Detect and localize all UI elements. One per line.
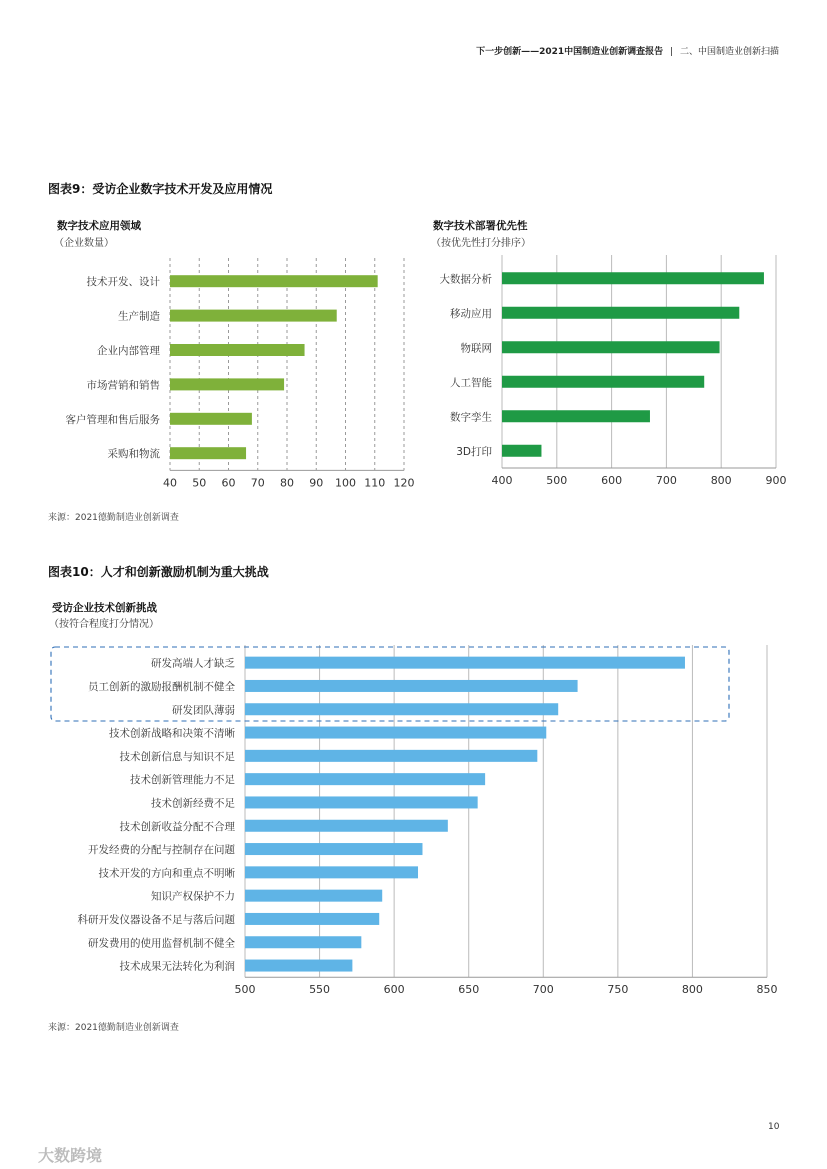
chart1-subtitle: （企业数量） bbox=[54, 238, 114, 249]
x-tick-label: 500 bbox=[234, 983, 256, 997]
category-label: 研发高端人才缺乏 bbox=[151, 657, 235, 670]
category-label: 研发团队薄弱 bbox=[172, 704, 235, 717]
x-tick-label: 50 bbox=[192, 476, 207, 490]
x-tick-label: 700 bbox=[532, 983, 554, 997]
bar bbox=[502, 307, 739, 319]
bar bbox=[245, 936, 361, 948]
bar bbox=[245, 796, 478, 808]
bar bbox=[170, 447, 246, 459]
x-tick-label: 800 bbox=[710, 474, 732, 487]
chart2-title: 数字技术部署优先性 bbox=[433, 220, 528, 232]
bar bbox=[502, 445, 541, 457]
bar bbox=[170, 413, 252, 425]
figure10-title: 图表10：人才和创新激励机制为重大挑战 bbox=[48, 565, 269, 579]
category-label: 客户管理和售后服务 bbox=[65, 413, 160, 426]
chart1-title: 数字技术应用领域 bbox=[57, 220, 141, 232]
x-tick-label: 850 bbox=[756, 983, 778, 997]
chart-innovation-challenges bbox=[0, 640, 800, 1010]
bar bbox=[502, 376, 704, 388]
category-label: 开发经费的分配与控制存在问题 bbox=[88, 844, 235, 857]
category-label: 知识产权保护不力 bbox=[151, 890, 235, 903]
x-tick-label: 800 bbox=[681, 983, 703, 997]
page-header bbox=[476, 44, 779, 57]
x-tick-label: 400 bbox=[491, 474, 513, 487]
category-label: 技术创新收益分配不合理 bbox=[119, 820, 235, 833]
chart3-title: 受访企业技术创新挑战 bbox=[52, 602, 157, 614]
x-tick-label: 750 bbox=[607, 983, 629, 997]
header-separator: | bbox=[670, 47, 674, 57]
category-label: 3D打印 bbox=[456, 445, 492, 458]
x-tick-label: 550 bbox=[309, 983, 331, 997]
bar bbox=[245, 960, 352, 972]
bar bbox=[245, 727, 546, 739]
category-label: 技术开发、设计 bbox=[86, 276, 160, 289]
category-label: 科研开发仪器设备不足与落后问题 bbox=[77, 913, 235, 926]
bar bbox=[170, 275, 378, 287]
category-label: 生产制造 bbox=[118, 310, 160, 323]
section-title: 二、中国制造业创新扫描 bbox=[679, 47, 779, 57]
x-tick-label: 650 bbox=[458, 983, 480, 997]
bar bbox=[245, 866, 418, 878]
x-tick-label: 110 bbox=[364, 476, 386, 490]
category-label: 技术开发的方向和重点不明晰 bbox=[98, 867, 235, 880]
chart-deployment-priority bbox=[410, 255, 810, 495]
category-label: 采购和物流 bbox=[107, 448, 160, 461]
category-label: 人工智能 bbox=[450, 376, 492, 389]
bar bbox=[170, 344, 305, 356]
bar bbox=[245, 890, 382, 902]
bar bbox=[245, 703, 558, 715]
category-label: 研发费用的使用监督机制不健全 bbox=[88, 937, 235, 950]
x-tick-label: 70 bbox=[250, 476, 265, 490]
x-tick-label: 600 bbox=[601, 474, 623, 487]
x-tick-label: 80 bbox=[280, 476, 294, 490]
bar bbox=[245, 657, 685, 669]
x-tick-label: 60 bbox=[221, 476, 236, 490]
bar bbox=[502, 341, 720, 353]
bar bbox=[502, 272, 764, 284]
category-label: 市场营销和销售 bbox=[86, 379, 160, 392]
bar bbox=[502, 410, 650, 422]
category-label: 移动应用 bbox=[450, 307, 492, 320]
watermark: 大数跨境 bbox=[38, 1146, 103, 1165]
x-tick-label: 120 bbox=[393, 476, 415, 490]
bar bbox=[245, 913, 379, 925]
page-number: 10 bbox=[768, 1122, 780, 1132]
chart2-subtitle: （按优先性打分排序） bbox=[431, 238, 531, 249]
category-label: 企业内部管理 bbox=[97, 345, 160, 357]
chart3-subtitle: （按符合程度打分情况） bbox=[49, 619, 159, 630]
bar bbox=[170, 310, 337, 322]
bar bbox=[245, 820, 448, 832]
category-label: 物联网 bbox=[460, 342, 492, 355]
report-title: 下一步创新——2021中国制造业创新调查报告 bbox=[476, 47, 664, 57]
category-label: 技术创新管理能力不足 bbox=[130, 774, 235, 787]
category-label: 技术创新经费不足 bbox=[151, 797, 235, 810]
category-label: 数字孪生 bbox=[450, 411, 492, 424]
category-label: 大数据分析 bbox=[439, 273, 492, 286]
figure10-source: 来源：2021德勤制造业创新调查 bbox=[48, 1023, 179, 1033]
bar bbox=[245, 680, 578, 692]
bar bbox=[245, 750, 537, 762]
x-tick-label: 90 bbox=[309, 476, 324, 490]
chart-application-areas bbox=[0, 255, 420, 495]
category-label: 技术创新信息与知识不足 bbox=[119, 750, 235, 763]
x-tick-label: 500 bbox=[546, 474, 568, 487]
category-label: 技术成果无法转化为利润 bbox=[119, 960, 235, 973]
x-tick-label: 100 bbox=[335, 476, 356, 490]
x-tick-label: 900 bbox=[765, 474, 787, 487]
x-tick-label: 40 bbox=[163, 476, 177, 490]
figure9-title: 图表9：受访企业数字技术开发及应用情况 bbox=[48, 182, 273, 196]
figure9-source: 来源：2021德勤制造业创新调查 bbox=[48, 513, 179, 523]
bar bbox=[245, 773, 485, 785]
x-tick-label: 600 bbox=[383, 983, 405, 997]
x-tick-label: 700 bbox=[655, 474, 677, 487]
category-label: 员工创新的激励报酬机制不健全 bbox=[88, 680, 235, 693]
bar bbox=[170, 378, 284, 390]
bar bbox=[245, 843, 422, 855]
category-label: 技术创新战略和决策不清晰 bbox=[109, 727, 235, 740]
